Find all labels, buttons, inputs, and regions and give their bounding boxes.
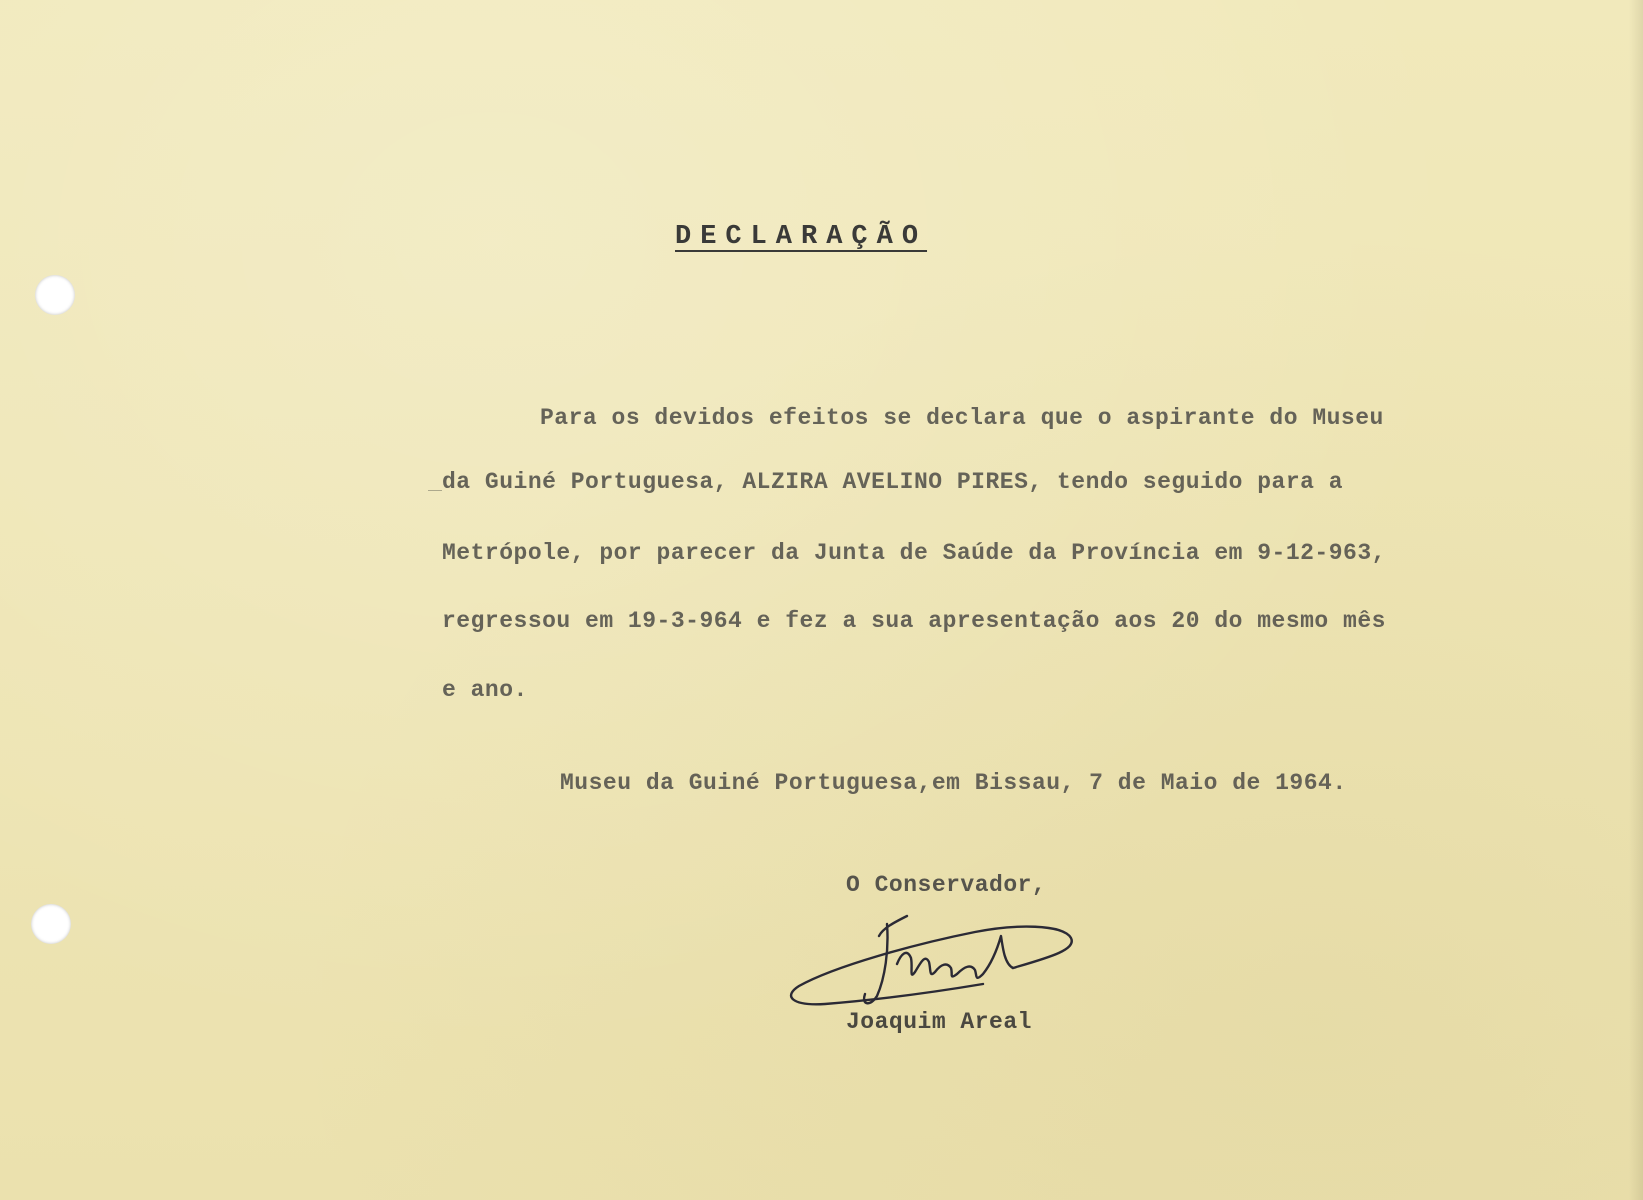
handwritten-signature: [785, 910, 1105, 1015]
body-line-4: regressou em 19-3-964 e fez a sua apresentação aos 20 do mesmo mês: [442, 608, 1386, 634]
place-and-date: Museu da Guiné Portuguesa,em Bissau, 7 de Maio de 1964.: [560, 770, 1347, 796]
paper-edge-shadow: [1629, 0, 1643, 1200]
body-line-2: da Guiné Portuguesa, ALZIRA AVELINO PIRES, tendo seguido para a: [442, 469, 1344, 495]
punch-hole-bottom: [31, 904, 71, 944]
punch-hole-top: [35, 275, 75, 315]
margin-mark: [428, 490, 442, 491]
signatory-role: O Conservador,: [846, 872, 1047, 898]
body-line-3: Metrópole, por parecer da Junta de Saúde da Província em 9-12-963,: [442, 540, 1386, 566]
body-line-5: e ano.: [442, 677, 528, 703]
body-line-1: Para os devidos efeitos se declara que o aspirante do Museu: [540, 405, 1384, 431]
document-title: DECLARAÇÃO: [675, 222, 928, 252]
signatory-name: Joaquim Areal: [846, 1009, 1032, 1035]
